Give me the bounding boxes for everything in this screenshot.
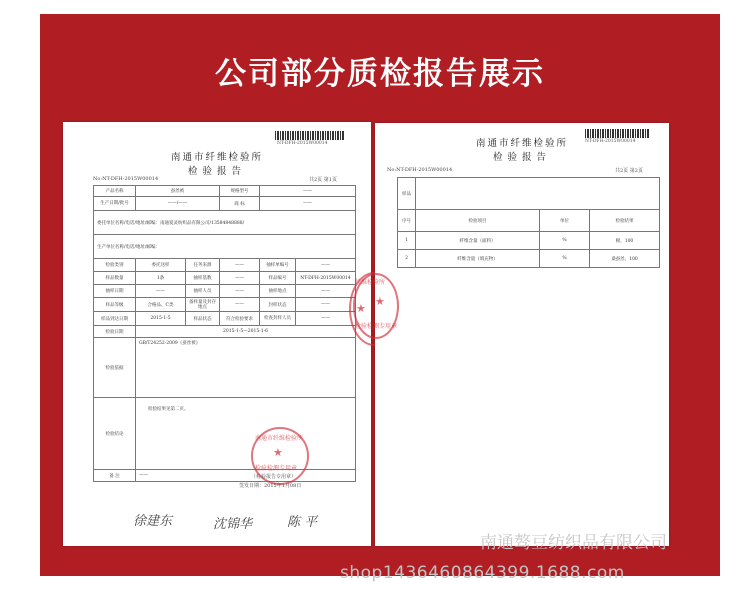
report-page-2 — [355, 123, 669, 546]
page-indicator: 共2页 第2页 — [615, 168, 643, 174]
value-test-type: 委托送样 — [136, 259, 186, 272]
value-task-source: —— — [220, 259, 260, 272]
row-result: 桑蚕丝，100 — [590, 250, 660, 268]
institute-name: 南通市纤维检验所 — [475, 138, 568, 149]
sample-table — [397, 177, 660, 210]
barcode — [275, 131, 345, 140]
value-seal: —— — [296, 298, 356, 312]
label-production-date: 生产日期/批号 — [94, 197, 136, 211]
label-test-type: 检验类别 — [94, 259, 136, 272]
label-seal: 封样状态 — [260, 298, 296, 312]
stamp-star-icon: ★ — [375, 295, 385, 308]
header-unit: 单位 — [540, 210, 590, 232]
value-basis: GB/T24252-2009《蚕丝被》 — [136, 338, 356, 398]
label-client: 委托单位名称/电话/地址/邮编 — [97, 220, 156, 226]
shop-url-watermark: shop1436460864399.1688.com — [340, 563, 625, 583]
value-sampling-date: —— — [136, 285, 186, 298]
barcode-number: NT-DFH-2015W00014 — [585, 139, 636, 144]
label-sample: 样品 — [398, 178, 416, 210]
report-title: 检验报告 — [492, 152, 551, 163]
signature-reviewer: 沈锦华 — [213, 517, 253, 532]
value-sample — [416, 178, 660, 210]
row-no: 2 — [398, 250, 416, 268]
signature-approver: 徐建东 — [133, 514, 173, 529]
stamp-text: 南通市纤维检验所 — [255, 435, 304, 442]
stamp-subtext: 检验检测专用章 — [255, 465, 298, 472]
report-number: No:NT-DFH-2015W00014 — [93, 176, 159, 182]
value-production-date: ——/—— — [136, 197, 220, 211]
value-spec: —— — [260, 186, 356, 197]
header-item: 检验项目 — [416, 210, 540, 232]
value-sampling-place: —— — [296, 285, 356, 298]
label-sample-qty: 样品数量 — [94, 272, 136, 285]
label-sampling-place: 抽样地点 — [260, 285, 296, 298]
seal-note: （检验报告专用章） — [251, 474, 297, 480]
value-product-name: 蚕丝被 — [136, 186, 220, 197]
value-backup: —— — [220, 298, 260, 312]
institute-name: 南通市纤维检验所 — [170, 152, 263, 163]
label-basis: 检验依据 — [94, 338, 136, 398]
value-sample-order: —— — [296, 259, 356, 272]
label-producer: 生产单位名称/电话/地址/邮编 — [97, 244, 156, 250]
label-sampler: 抽样人员 — [186, 285, 220, 298]
header-no: 序号 — [398, 210, 416, 232]
report-page-1 — [63, 122, 371, 546]
label-sample-no: 样品编号 — [260, 272, 296, 285]
results-table — [397, 209, 660, 268]
label-base-qty: 抽样基数 — [186, 272, 220, 285]
label-task-source: 任务来源 — [186, 259, 220, 272]
label-backup: 备样量及封存地点 — [186, 298, 220, 312]
label-spec: 规格型号 — [220, 186, 260, 197]
value-client: 南通爱灵纺织品有限公司/13584848888/ — [160, 220, 245, 226]
value-arrival-date: 2015-1-5 — [136, 312, 186, 326]
label-test-date: 检验日期 — [94, 326, 136, 338]
stamp-text: 纤维检验所 — [355, 279, 386, 286]
value-sample-no: NT-DFH-2015W00014 — [296, 272, 356, 285]
label-arrival-date: 样品到达日期 — [94, 312, 136, 326]
value-test-date: 2015-1-5—2015-1-6 — [136, 326, 356, 338]
value-sample-state: 符合检验要求 — [220, 312, 260, 326]
value-sealer: —— — [296, 312, 356, 326]
label-grade: 样品等级 — [94, 298, 136, 312]
page-indicator: 共2页 第1页 — [309, 177, 337, 183]
label-brand: 商 标 — [220, 197, 260, 211]
client-info: 委托单位名称/电话/地址/邮编：南通爱灵纺织品有限公司/13584848888/ — [94, 211, 356, 235]
value-remark: —— — [136, 470, 356, 482]
header-result: 检验结果 — [590, 210, 660, 232]
value-base-qty: —— — [220, 272, 260, 285]
label-sealer: 检查封样人员 — [260, 312, 296, 326]
company-watermark: 南通骜豆纺织品有限公司 — [480, 533, 667, 553]
row-item: 纤维含量（面料） — [416, 232, 540, 250]
value-conclusion: 检验结果见第二页。 — [136, 398, 356, 470]
label-sample-state: 样品状态 — [186, 312, 220, 326]
row-item: 纤维含量（填充物） — [416, 250, 540, 268]
value-grade: 合格品、C类 — [136, 298, 186, 312]
row-unit: % — [540, 232, 590, 250]
row-unit: % — [540, 250, 590, 268]
report-number: No:NT-DFH-2015W00014 — [387, 167, 453, 173]
report-title: 检验报告 — [187, 166, 246, 177]
label-sampling-date: 抽样日期 — [94, 285, 136, 298]
table-row — [398, 250, 660, 268]
label-remark: 备 注 — [94, 470, 136, 482]
value-sample-qty: 1条 — [136, 272, 186, 285]
row-no: 1 — [398, 232, 416, 250]
value-brand: —— — [260, 197, 356, 211]
producer-info: 生产单位名称/电话/地址/邮编： — [94, 235, 356, 259]
report-table — [93, 185, 356, 482]
stamp-star-icon: ★ — [273, 446, 283, 459]
signature-tester: 陈 平 — [287, 515, 318, 530]
label-product-name: 产品名称 — [94, 186, 136, 197]
barcode-number: NT-DFH-2015W00014 — [277, 141, 328, 146]
label-conclusion: 检验结论 — [94, 398, 136, 470]
table-row — [398, 232, 660, 250]
row-result: 棉，100 — [590, 232, 660, 250]
label-sample-order: 抽样单编号 — [260, 259, 296, 272]
stamp-subtext: 检验检测专用章 — [355, 323, 398, 330]
value-sampler: —— — [220, 285, 260, 298]
partial-seal-star-icon: ★ — [356, 302, 366, 315]
issue-date: 签发日期：2015年1月08日 — [239, 483, 302, 489]
page-heading: 公司部分质检报告展示 — [215, 56, 545, 92]
